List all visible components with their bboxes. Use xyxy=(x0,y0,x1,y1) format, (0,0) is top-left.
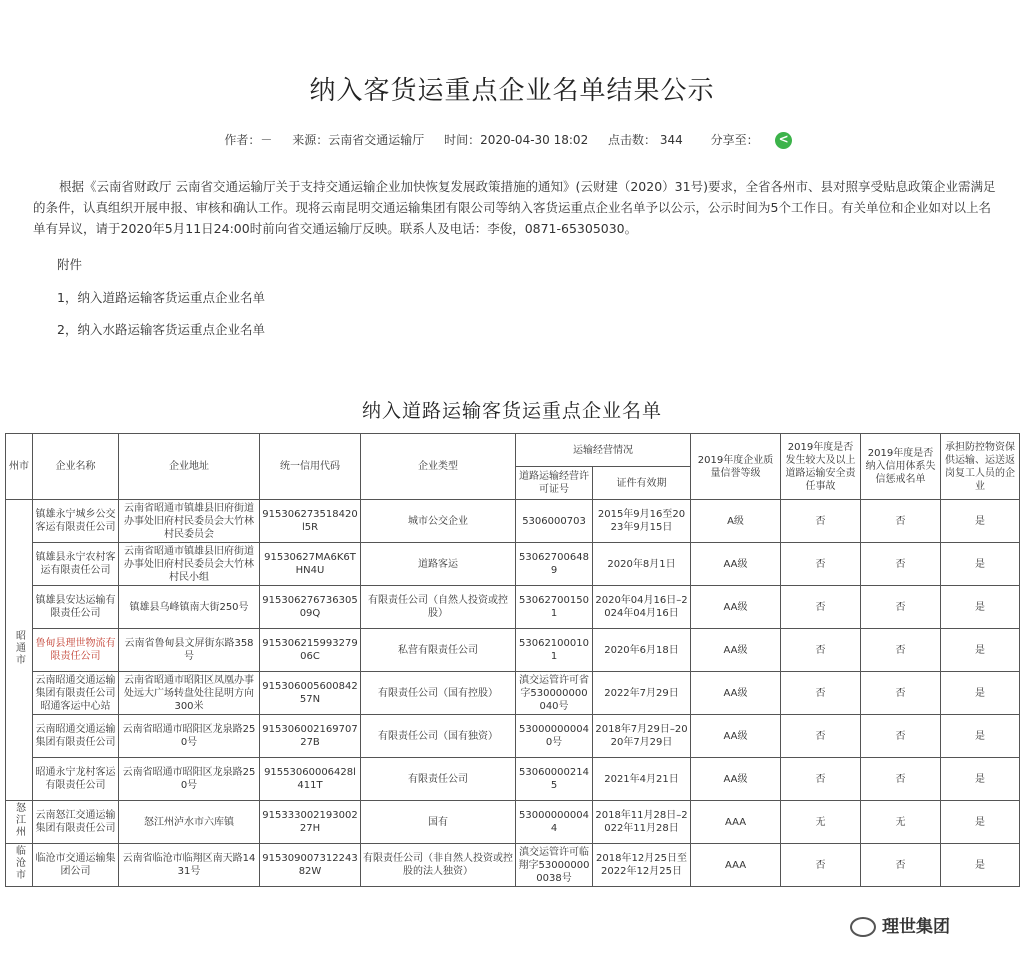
cell-validity: 2015年9月16至2023年9月15日 xyxy=(593,500,691,543)
table-row xyxy=(6,586,1020,629)
table-row xyxy=(6,715,1020,758)
cell-name: 镇雄县永宁农村客运有限责任公司 xyxy=(33,543,119,586)
cell-permit: 5306000703 xyxy=(516,500,593,543)
watermark: 理世集团 xyxy=(850,912,950,937)
table-row xyxy=(6,801,1020,844)
cell-credit: 否 xyxy=(861,844,941,887)
cell-permit: 530000000044 xyxy=(516,801,593,844)
cell-name: 镇雄县安达运输有限责任公司 xyxy=(33,586,119,629)
header-validity: 证件有效期 xyxy=(593,467,691,500)
cell-grade: AAA xyxy=(691,844,781,887)
cell-address: 云南省鲁甸县文屏街东路358号 xyxy=(119,629,260,672)
body-paragraph: 根据《云南省财政厅 云南省交通运输厅关于支持交通运输企业加快恢复发展政策措施的通知》(云财建（2020）31号)要求，全省各州市、县对照享受贴息政策企业需满足的条件，认真组织开展申报、审核和确认工作。现将云南昆明交通运输集团有限公司等纳入客货运重点企业名单予以公示，公示时间为5个工作日。有关单位和企业如对以上名单有异议，请于2020年5月11日24:00时前向省交通运输厅反映。联系人及电话：李俊，0871-65305030。 xyxy=(33,179,996,236)
header-name: 企业名称 xyxy=(33,434,119,500)
cell-type: 有限责任公司（自然人投资或控股） xyxy=(361,586,516,629)
cell-epidemic: 是 xyxy=(941,844,1020,887)
attachment-link-1[interactable]: 1，纳入道路运输客货运重点企业名单 xyxy=(57,290,265,305)
cell-address: 云南省临沧市临翔区南天路1431号 xyxy=(119,844,260,887)
header-credit: 2019年度是否纳入信用体系失信惩戒名单 xyxy=(861,434,941,500)
cell-permit: 530627006489 xyxy=(516,543,593,586)
cell-grade: A级 xyxy=(691,500,781,543)
attachment-label: 附件 xyxy=(57,257,83,272)
cell-address: 云南省昭通市镇雄县旧府街道办事处旧府村民委员会大竹林村民小组 xyxy=(119,543,260,586)
cell-grade: AA级 xyxy=(691,715,781,758)
cell-validity: 2018年11月28日–2022年11月28日 xyxy=(593,801,691,844)
cell-permit: 滇交运管许可临翔字530000000038号 xyxy=(516,844,593,887)
cell-code: 91530900731224382W xyxy=(260,844,361,887)
cell-code: 91530621599327906C xyxy=(260,629,361,672)
region-cell: 临沧市 xyxy=(6,844,33,887)
cell-type: 有限责任公司（非自然人投资或控股的法人独资） xyxy=(361,844,516,887)
cell-credit: 否 xyxy=(861,543,941,586)
click-count: 点击数： 344 xyxy=(608,133,683,147)
cell-validity: 2020年6月18日 xyxy=(593,629,691,672)
cell-epidemic: 是 xyxy=(941,500,1020,543)
header-accident: 2019年度是否发生较大及以上道路运输安全责任事故 xyxy=(781,434,861,500)
cell-name: 云南昭通交通运输集团有限责任公司昭通客运中心站 xyxy=(33,672,119,715)
cell-name: 云南怒江交通运输集团有限责任公司 xyxy=(33,801,119,844)
cell-type: 道路客运 xyxy=(361,543,516,586)
table-row xyxy=(6,629,1020,672)
author: 作者：－ xyxy=(224,133,273,147)
cell-credit: 否 xyxy=(861,715,941,758)
cell-name: 临沧市交通运输集团公司 xyxy=(33,844,119,887)
article-meta xyxy=(0,131,1024,149)
cell-code: 91553060006428l411T xyxy=(260,758,361,801)
cell-epidemic: 是 xyxy=(941,801,1020,844)
wechat-logo-icon xyxy=(850,917,876,937)
cell-validity: 2022年7月29日 xyxy=(593,672,691,715)
cell-epidemic: 是 xyxy=(941,586,1020,629)
cell-address: 云南省昭通市昭阳区凤凰办事处远大广场转盘处往昆明方向300米 xyxy=(119,672,260,715)
cell-epidemic: 是 xyxy=(941,715,1020,758)
region-cell: 昭通市 xyxy=(6,500,33,801)
table-title: 纳入道路运输客货运重点企业名单 xyxy=(361,400,662,422)
header-type: 企业类型 xyxy=(361,434,516,500)
source: 来源：云南省交通运输厅 xyxy=(292,133,425,147)
cell-type: 私营有限责任公司 xyxy=(361,629,516,672)
cell-epidemic: 是 xyxy=(941,672,1020,715)
cell-type: 有限责任公司 xyxy=(361,758,516,801)
cell-address: 云南省昭通市镇雄县旧府街道办事处旧府村民委员会大竹林村民委员会 xyxy=(119,500,260,543)
share-label: 分享至：< xyxy=(703,133,800,147)
cell-accident: 否 xyxy=(781,586,861,629)
cell-validity: 2020年8月1日 xyxy=(593,543,691,586)
cell-credit: 否 xyxy=(861,629,941,672)
cell-grade: AA级 xyxy=(691,586,781,629)
cell-address: 镇雄县乌峰镇南大街250号 xyxy=(119,586,260,629)
header-region: 州市 xyxy=(6,434,33,500)
cell-code: 91530627673630509Q xyxy=(260,586,361,629)
cell-grade: AA级 xyxy=(691,758,781,801)
header-address: 企业地址 xyxy=(119,434,260,500)
cell-type: 城市公交企业 xyxy=(361,500,516,543)
header-code: 统一信用代码 xyxy=(260,434,361,500)
cell-epidemic: 是 xyxy=(941,543,1020,586)
cell-name-highlighted: 鲁甸县理世物流有限责任公司 xyxy=(33,629,119,672)
cell-accident: 否 xyxy=(781,844,861,887)
table-row xyxy=(6,758,1020,801)
header-permit: 道路运输经营许可证号 xyxy=(516,467,593,500)
cell-name: 云南昭通交通运输集团有限责任公司 xyxy=(33,715,119,758)
table-row xyxy=(6,672,1020,715)
enterprise-table xyxy=(5,433,1020,887)
cell-validity: 2021年4月21日 xyxy=(593,758,691,801)
table-row xyxy=(6,500,1020,543)
cell-epidemic: 是 xyxy=(941,758,1020,801)
cell-address: 云南省昭通市昭阳区龙泉路250号 xyxy=(119,715,260,758)
wechat-share-icon[interactable] xyxy=(775,132,792,149)
cell-permit: 530600002145 xyxy=(516,758,593,801)
cell-accident: 否 xyxy=(781,629,861,672)
cell-code: 91530600216970727B xyxy=(260,715,361,758)
cell-code: 915306273518420l5R xyxy=(260,500,361,543)
cell-accident: 否 xyxy=(781,500,861,543)
header-ops: 运输经营情况 xyxy=(516,434,691,467)
cell-grade: AA级 xyxy=(691,629,781,672)
table-row xyxy=(6,543,1020,586)
cell-permit: 530627001501 xyxy=(516,586,593,629)
cell-grade: AA级 xyxy=(691,543,781,586)
cell-name: 昭通永宁龙村客运有限责任公司 xyxy=(33,758,119,801)
attachment-link-2[interactable]: 2，纳入水路运输客货运重点企业名单 xyxy=(57,322,265,337)
cell-permit: 滇交运管许可省字530000000040号 xyxy=(516,672,593,715)
cell-validity: 2020年04月16日–2024年04月16日 xyxy=(593,586,691,629)
cell-accident: 否 xyxy=(781,715,861,758)
cell-accident: 否 xyxy=(781,543,861,586)
cell-code: 91533300219300227H xyxy=(260,801,361,844)
cell-name: 镇雄永宁城乡公交客运有限责任公司 xyxy=(33,500,119,543)
cell-validity: 2018年7月29日–2020年7月29日 xyxy=(593,715,691,758)
cell-type: 国有 xyxy=(361,801,516,844)
cell-type: 有限责任公司（国有控股） xyxy=(361,672,516,715)
cell-address: 云南省昭通市昭阳区龙泉路250号 xyxy=(119,758,260,801)
cell-accident: 无 xyxy=(781,801,861,844)
page-title: 纳入客货运重点企业名单结果公示 xyxy=(309,76,715,106)
cell-grade: AA级 xyxy=(691,672,781,715)
cell-epidemic: 是 xyxy=(941,629,1020,672)
cell-address: 怒江州泸水市六库镇 xyxy=(119,801,260,844)
cell-credit: 否 xyxy=(861,500,941,543)
publish-time: 时间：2020-04-30 18:02 xyxy=(444,133,589,147)
cell-credit: 否 xyxy=(861,672,941,715)
table-row xyxy=(6,844,1020,887)
cell-credit: 否 xyxy=(861,586,941,629)
cell-type: 有限责任公司（国有独资） xyxy=(361,715,516,758)
header-epidemic: 承担防控物资保供运输、运送返岗复工人员的企业 xyxy=(941,434,1020,500)
cell-accident: 否 xyxy=(781,758,861,801)
cell-accident: 否 xyxy=(781,672,861,715)
header-grade: 2019年度企业质量信誉等级 xyxy=(691,434,781,500)
region-cell: 怒江州 xyxy=(6,801,33,844)
cell-code: 91530627MA6K6THN4U xyxy=(260,543,361,586)
cell-credit: 无 xyxy=(861,801,941,844)
cell-credit: 否 xyxy=(861,758,941,801)
cell-code: 91530600560084257N xyxy=(260,672,361,715)
cell-permit: 530621000101 xyxy=(516,629,593,672)
cell-validity: 2018年12月25日至2022年12月25日 xyxy=(593,844,691,887)
cell-permit: 530000000040号 xyxy=(516,715,593,758)
cell-grade: AAA xyxy=(691,801,781,844)
